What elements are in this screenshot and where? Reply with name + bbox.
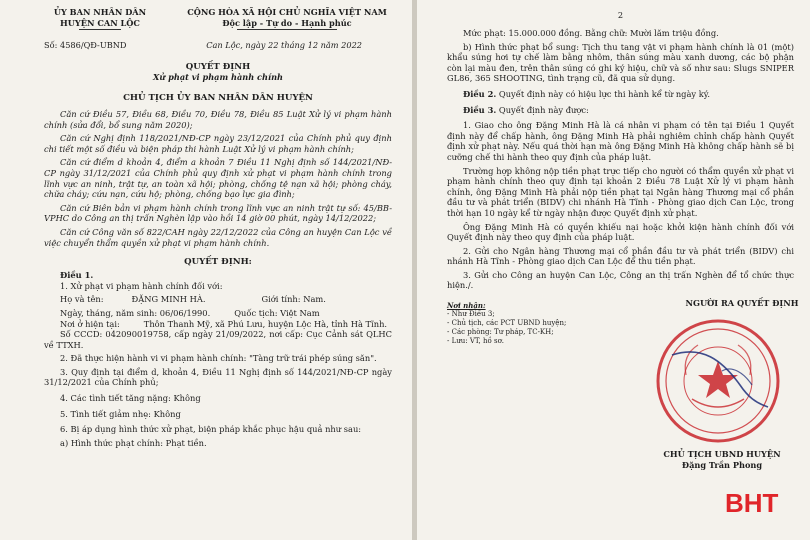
date-of-birth: Ngày, tháng, năm sinh: 06/06/1990. — [60, 307, 211, 318]
signer-name: Đặng Trần Phong — [681, 459, 763, 470]
address-row — [44, 319, 392, 330]
legal-basis-5: Căn cứ Công văn số 822/CAH ngày 22/12/2022 của Công an huyện Can Lộc về việc chuyển thẩm quyền xử phạt vi phạm hành chính. — [44, 226, 392, 248]
article-3-appeal: Ông Đặng Minh Hà có quyền khiếu nại hoặc khởi kiện hành chính đối với Quyết định này theo quy định của pháp luật. — [447, 221, 794, 243]
national-motto: Độc lập - Tự do - Hạnh phúc — [222, 17, 352, 28]
dob-row — [44, 308, 392, 319]
signer-title: CHỦ TỊCH UBND HUYỆN — [663, 449, 781, 460]
article-1-item-5: 5. Tình tiết giảm nhẹ: Không — [60, 408, 181, 419]
gender: Giới tính: Nam. — [261, 294, 326, 305]
national-title: CỘNG HÒA XÃ HỘI CHỦ NGHĨA VIỆT NAM — [187, 7, 387, 17]
fine-amount: Mức phạt: 15.000.000 đồng. Bằng chữ: Mười lăm triệu đồng. — [463, 28, 719, 38]
recipient-3: - Các phòng: Tư pháp, TC-KH; — [447, 328, 554, 337]
id-card-line: Số CCCD: 042090019758, cấp ngày 21/09/2022, nơi cấp: Cục Cảnh sát QLHC về TTXH. — [44, 329, 392, 350]
name-label: Họ và tên: — [60, 294, 104, 305]
article-3-label: Điều 3. — [463, 104, 497, 115]
article-1-item-3: 3. Quy định tại điểm d, khoản 4, Điều 11 Nghị định số 144/2021/NĐ-CP ngày 31/12/2021 của Chính phủ; — [44, 366, 392, 388]
number-date-row — [44, 40, 392, 50]
article-2-text: Quyết định này có hiệu lực thi hành kể từ ngày ký. — [498, 88, 711, 99]
article-3-item-3: 3. Gửi cho Công an huyện Can Lộc, Công an thị trấn Nghèn để tổ chức thực hiện./. — [447, 269, 794, 291]
page-2 — [417, 0, 810, 540]
national-motto-block — [182, 7, 392, 30]
recipients-block — [447, 301, 597, 346]
nationality: Quốc tịch: Việt Nam — [234, 307, 320, 318]
issuer-block — [40, 7, 160, 30]
article-2-label: Điều 2. — [463, 88, 497, 99]
issuer-line-1: ỦY BAN NHÂN DÂN — [53, 7, 147, 17]
motto-underline — [237, 29, 337, 30]
address-label: Nơi ở hiện tại: — [60, 318, 120, 329]
issuer-underline — [79, 29, 121, 30]
signer-block — [627, 449, 810, 470]
place-date: Can Lộc, ngày 22 tháng 12 năm 2022 — [206, 40, 362, 50]
article-3 — [447, 105, 794, 116]
address-value: Thôn Thanh Mỹ, xã Phú Lưu, huyện Lộc Hà, tỉnh Hà Tĩnh. — [143, 318, 388, 329]
document-title: QUYẾT ĐỊNH — [185, 62, 251, 72]
article-3-item-2: 2. Gửi cho Ngân hàng Thương mại cổ phần đầu tư và phát triển (BIDV) chi nhánh Hà Tĩnh - Phòng giao dịch Can Lộc để thu tiền phạt. — [447, 245, 794, 267]
article-1-item-6: 6. Bị áp dụng hình thức xử phạt, biện pháp khắc phục hậu quả như sau: — [60, 424, 362, 435]
article-1-item-6a: a) Hình thức phạt chính: Phạt tiền. — [60, 437, 207, 448]
recipient-4: - Lưu: VT, hồ sơ. — [447, 337, 505, 346]
signature-section — [447, 298, 799, 494]
article-1-item-4: 4. Các tình tiết tăng nặng: Không — [60, 393, 201, 404]
watermark-text: BHT — [725, 488, 779, 517]
issuer-line-2: HUYỆN CAN LỘC — [60, 17, 140, 28]
document-number: Số: 4586/QĐ-UBND — [44, 40, 127, 50]
article-3-item-1: 1. Giao cho ông Đặng Minh Hà là cá nhân vi phạm có tên tại Điều 1 Quyết định này để chấp hành, ông Đặng Minh Hà phải nghiêm chỉnh chấp hành Quyết định xử phạt này. Nếu quá thời hạn mà ông Đặng Minh Hà không chấp hành sẽ bị cưỡng chế thi hành theo quy định của pháp luật. — [447, 120, 794, 162]
bht-watermark-logo — [723, 487, 789, 517]
official-seal-icon — [652, 315, 784, 447]
signer-heading: NGƯỜI RA QUYẾT ĐỊNH — [685, 298, 799, 309]
legal-basis-2: Căn cứ Nghị định 118/2021/NĐ-CP ngày 23/12/2021 của Chính phủ quy định chi tiết một số điều và biện pháp thi hành Luật Xử lý vi phạm hành chính; — [44, 133, 392, 154]
article-1-item-2: 2. Đã thực hiện hành vi vi phạm hành chính: "Tàng trữ trái phép súng săn". — [60, 353, 377, 364]
recipients-heading: Nơi nhận: — [447, 301, 486, 311]
offender-name-row — [44, 294, 392, 305]
document-header — [44, 7, 392, 30]
document-subtitle: Xử phạt vi phạm hành chính — [153, 72, 283, 82]
decision-heading: QUYẾT ĐỊNH: — [184, 257, 252, 268]
page-number: 2 — [617, 10, 624, 20]
legal-basis-1: Căn cứ Điều 57, Điều 68, Điều 70, Điều 78, Điều 85 Luật Xử lý vi phạm hành chính (sửa đổi, bổ sung năm 2020); — [44, 109, 392, 130]
additional-penalty: b) Hình thức phạt bổ sung: Tịch thu tang vật vi phạm hành chính là 01 (một) khẩu súng hơi tự chế làm bằng nhôm, thân súng màu xanh dương, các bộ phận còn lại màu đen, trên thân súng có ghi ký hiệu, chữ và số như sau: Slugs SNIPER GL86, 365 SHOOTING, tình trạng cũ, đã qua sử dụng. — [447, 41, 794, 84]
article-2 — [447, 89, 794, 100]
legal-basis-3: Căn cứ điểm d khoản 4, điểm a khoản 7 Điều 11 Nghị định số 144/2021/NĐ-CP ngày 31/12/2021 của Chính phủ quy định xử phạt vi phạm hành chính trong lĩnh vực an ninh, trật tự, an toàn xã hội; phòng, chống tệ nạn xã hội; phòng cháy, chữa cháy; cứu nạn, cứu hộ; phòng, chống bạo lực gia đình; — [44, 157, 392, 200]
article-1-item-1: 1. Xử phạt vi phạm hành chính đối với: — [60, 280, 223, 291]
recipient-1: - Như Điều 3; — [447, 310, 495, 319]
name-value: ĐẶNG MINH HÀ. — [131, 294, 206, 305]
article-3-text: Quyết định này được: — [498, 104, 589, 115]
legal-basis-4: Căn cứ Biên bản vi phạm hành chính trong lĩnh vực an ninh trật tự số: 45/BB-VPHC do Công an thị trấn Nghèn lập vào hồi 14 giờ 00 phút, ngày 14/12/2022; — [44, 202, 392, 224]
authority-heading: CHỦ TỊCH ỦY BAN NHÂN DÂN HUYỆN — [123, 93, 313, 103]
recipient-2: - Chủ tịch, các PCT UBND huyện; — [447, 319, 567, 328]
article-3-payment: Trường hợp không nộp tiền phạt trực tiếp cho người có thẩm quyền xử phạt vi phạm hành chính theo quy định tại khoản 2 Điều 78 Luật Xử lý vi phạm hành chính, ông Đặng Minh Hà phải nộp tiền phạt tại Ngân hàng Thương mại cổ phần đầu tư và phát triển (BIDV) chi nhánh Hà Tĩnh - Phòng giao dịch Can Lộc, trong thời hạn 10 ngày kể từ ngày nhận được Quyết định xử phạt. — [447, 165, 794, 218]
article-1-heading: Điều 1. — [60, 270, 94, 281]
